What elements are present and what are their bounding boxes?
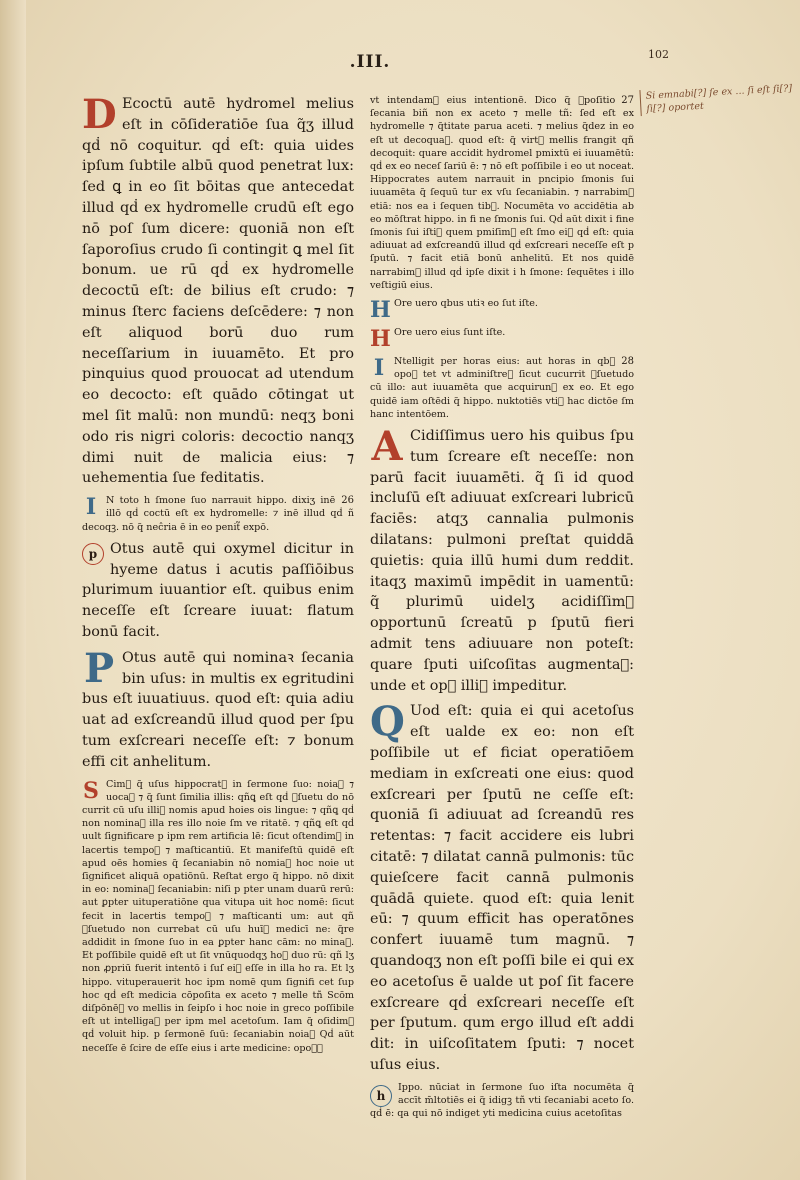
section-number: 27 [621,95,634,106]
section-number: 26 [341,495,354,507]
decorated-initial: A [371,423,403,471]
paragraph-text: vt intendam᷑ eius intentionē. Dico q̃ ꝯpoſitio ſecania biñ non ex aceto ⁊ melle tñ: ſed eſt ex hydromelle ⁊ q̃titate parua aceti. ⁊ melius q̃dez in eo eſt ut decoquaꝛ. quod eſt: q̃ virt᷑ mellis frangit qñ decoquit: quare accidit hydromel pmixtū ei iuuamētū: qḋ ex eo neceſ ſariū ē: ⁊ nō eſt poſſibile i eo ut noceat. Hippocrates autem narrauit in pncipio ſmonis ſui iuuamēta q̃ ſequū tur ex vſu ſecaniabin. ⁊ narrabim᷑ etiā: nos ea i ſequen tib᷑. Nocumēta vo accidētia ab eo mōſtrat hippo. in fi ne ſmonis ſui. Qḋ aūt dixit i fine ſmonis ſui iſti᷑ quem pmiſim᷑ eſt ſmo ei᷑ qḋ eſt: quia adiuuat ad exſcreandū illud qḋ exſcreari neceſſe eſt p ſputū. ⁊ facit etiā bonū anhelitū. Et nos quidē narrabim᷑ illud qḋ ipſe dixit i h ſmone: ſequētes i illo veſtigiū eius. [370,95,634,291]
decorated-initial: p [82,543,104,565]
left-column-paragraph [82,644,354,773]
left-column-paragraph [82,778,354,1055]
decorated-initial: P [83,644,115,692]
paragraph-text: Cim᷑ q̃ uſus hippocrat᷑ in ſermone ſuo: noiaꝛ ⁊ uocaꝛ ⁊ q̃ ſunt ſimilia illis: qñꝗ eſt qḋ ꝯſuetu do nō currit cū uſu illi᷑ nomis apud hoies ois lingue: ⁊ qñꝗ qḋ non nominaꝛ illa res illo noie ſm ve ritatē. ⁊ qñꝗ eſt qḋ uult ſignificare p ipm rem artificia lē: ſicut oſtendim᷑ in lacertis tempoꝝ ⁊ maſticantiū. Et manifeſtū quidē eſt apud oēs homies q̃ ſecaniabin nō nomiaꝛ hoc noie ut ſignificet aliquā opatiōnū. Reſtat ergo q̃ hippo. nō dixit in eo: nominaꝛ ſecaniabin: niſi p pter unam duarū rerū: aut ꝑpter uituperatiōne qua vitupa uit hoc nomē: ſicut fecit in lacertis tempoꝝ ⁊ maſticanti um: aut qñ ꝯſuetudo non currebat cū uſu huī᷑ medicī ne: q̃re addidit in ſmone ſuo in ea ꝑpter hanc cām: no minaꝛ. Et poſſibile quidē eſt ut ſit vnūquodqʒ hoꝝ duo rū: qñ lʒ non ꝓpriū fuerit intentō i ſuſ ei᷑ eſſe in illa ho ra. Et lʒ hippo. vituperauerit hoc ipm nomē qum ſignifi cet ſup hoc qḋ eſt medicia cōpoſita ex aceto ⁊ melle tñ Scōm diſpōnē᷑ vo mellis in ſeipſo i hoc noie in greco poſſibile eſt ut intelligaꝛ per ipm mel acetoſum. Iam q̃ oſidim᷑ qḋ voluit hip. p ſermonē ſuū: ſecaniabin noiaꝛ Qḋ aūt neceſſe ē ſcire de eſſe eius i arte medicine: opoꝛꝫ [82,778,354,1054]
decorated-initial: I [373,355,385,382]
decorated-initial: h [370,1085,392,1107]
decorated-initial: D [82,91,117,138]
paragraph-text: Ntelligit per horas eius: aut horas in qb᷑ opoꝛ tet vt adminiſtreꝛ ſicut cucurrit ꝯſuetudo cū illo: aut iuuamēta que acquirunꝛ ex eo. Et ego quidē iam oſtēdi q̃ hippo. nuktotiēs vtiꝛ hac dictōe ſm hanc intentōem. [370,356,634,420]
paragraph-text: Otus autē qui oxymel dicitur in hyeme datus i acutis paſſiōibus plurimum iuuantior eſt. quibus enim neceſſe eſt ſcreare iuuat: flatum bonū facit. [82,540,354,640]
paragraph-text: Ore uero qbus utiꝛ eo ſut iſte. [394,298,538,310]
paragraph-text: Ecoctū autē hydromel melius eſt in cōſideratiōe ſua q̃ʒ illud qḋ nō coquitur. qḋ eſt: quia uides ipſum ſubtile albū quod penetrat lux: ſed ꝗ in eo ſit bōitas que antecedat illud qḋ ex hydromelle crudū eſt ego nō poſ ſum dicere: quoniā non eſt ſaporoſius crudo ſi contingit ꝗ mel ſit bonum. ue rū qḋ ex hydromelle decoctū eſt: de bilius eſt crudo: ⁊ minus ſterc faciens deſcēdere: ⁊ non eſt aliquod borū duo rum neceſſarium in iuuamēto. Et pro pinquius quod prouocat ad utendum eo decocto: eſt quādo cōtingat ut mel ſit malū: non mundū: neqʒ boni odo ris nigri coloris: decoctio nanqʒ dimi nuit de malicia eius: ⁊ uehementia ſue feditatis. [82,96,354,487]
right-column-paragraph [370,423,634,696]
running-head: .III. [349,52,391,72]
paragraph-text: Uod eſt: quia ei qui acetoſus eſt ualde ex eo: non eſt poſſibile ut ef ficiat operatiōem mediam in exſcreati one eius: quod exſcreari per ſputū ne ceſſe eſt: quoniā ſi adiuuat ad ſcreandū res retentas: ⁊ facit accidere eis lubri citatē: ⁊ dilatat cannā pulmonis: tūc quieſcere facit cannā pulmonis quādā quiete. quod eſt: quia lenit eū: ⁊ quum efficit has operatōnes confert iuuamē tum magnū. ⁊ quandoqʒ non eſt poſſi bile ei qui ex eo acetoſus ē ualde ut poſ ſit facere exſcreare qḋ exſcreari neceſſe eſt per ſputum. qum ergo illud eſt addi dit: in uiſcoſitatem ſputi: ⁊ nocet uſus eius. [370,703,634,1073]
left-column-paragraph [82,539,354,643]
paragraph-text: Ore uero eius ſunt iſte. [394,327,506,339]
right-column [370,94,634,1125]
right-column-paragraph [370,355,634,421]
left-column-paragraph [82,494,354,534]
paragraph-text: Otus autē qui nominaꝛ ſecania bin uſus: in multis ex egritudini bus eſt iuuatiuus. quod eſt: quia adiu uat ad exſcreandū illud quod per ſpu tum exſcreari neceſſe eſt: ⁊ bonum effi cit anhelitum. [82,649,354,770]
decorated-initial: H [370,297,391,324]
paragraph-text: N toto h ſmone ſuo narrauit hippo. dixiʒ inē illō qḋ coctū eſt ex hydromelle: ⁊ inē illud qḋ ñ decoqꝫ. nō q̃ neĉria ē in eo penit᷑ expō. [82,495,354,533]
paragraph-text: Ippo. nūciat in ſermone ſuo iſta nocumēta q̃ accīt m̄ltotiēs ei q̃ idigꝫ tñ vti ſecaniabi aceto ſo. qḋ ē: qa qui nō indiget yti medicina cuius acetoſitas [370,1081,634,1120]
section-number: 28 [621,356,634,368]
decorated-initial: I [85,494,97,521]
right-column-paragraph [370,698,634,1075]
right-column-paragraph [370,326,634,353]
right-column-paragraph [370,1081,634,1121]
paragraph-text: Cidiſſimus uero his quibus ſpu tum ſcreare eſt neceſſe: non parū facit iuuamēti. q̃ ſi id quod incluſū eſt adiuuat exſcreari lubricū faciēs: atqʒ cannalia pulmonis dilatans: pulmoni preſtat quiddā quietis: quia illū humi dum reddit. itaqʒ maximū impēdit in uamentū: q̃ plurimū uidelʒ acidiſſim᷑ opportunū ſcreatū p ſputū fieri admit tens adiuuare non poteſt: quare ſputi uiſcoſitas augmentaꝛ: unde et op᷑ illi᷑ impeditur. [370,428,634,694]
right-column-paragraph [370,297,634,324]
left-column [82,91,354,1060]
decorated-initial: S [83,777,99,804]
folio-number: 102 [648,48,669,61]
right-column-paragraph [370,94,634,292]
decorated-initial: H [370,326,391,353]
decorated-initial: Q [370,698,405,746]
left-column-paragraph [82,91,354,489]
handwritten-marginalia: Si emnabi[?] ſe ex ... ſi eſt ſi[?] ſi[?] oportet [639,82,796,116]
